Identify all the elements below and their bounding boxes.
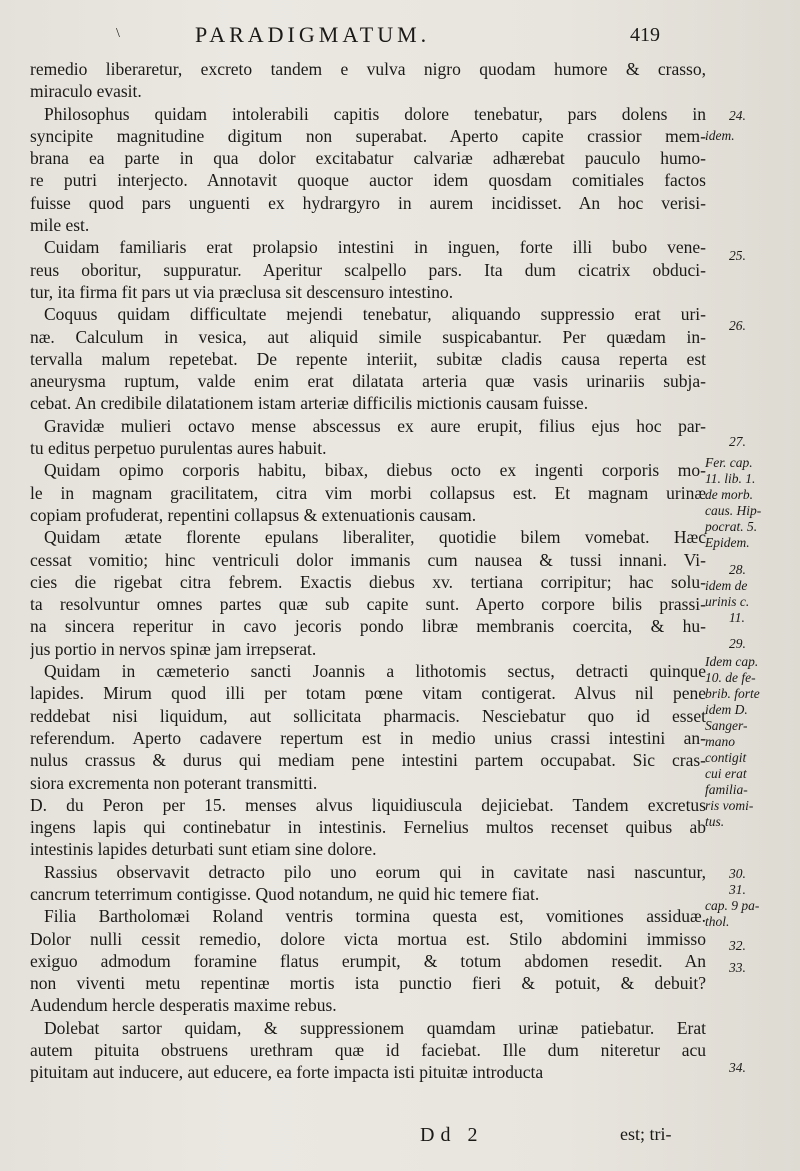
text-line: ta resolvuntur omnes partes quæ sub capite sunt. Aperto corpore bilis prassi- xyxy=(30,594,706,615)
text-line: tu editus perpetuo purulentas aures habuit. xyxy=(30,438,327,459)
text-line: mile est. xyxy=(30,215,90,236)
text-line: referendum. Aperto cadavere repertum est in medio unius crassi intestini an- xyxy=(30,727,706,748)
margin-note: de morb. xyxy=(705,487,753,502)
text-line: siora excrementa non poterant transmitti. xyxy=(30,772,318,793)
margin-note: 27. xyxy=(729,434,746,449)
text-line: autem pituita obstruens urethram quæ id faciebat. Ille dum niteretur acu xyxy=(30,1040,706,1061)
text-line: lapides. Mirum quod illi per totam pœne vitam contigerat. Alvus nil pene xyxy=(30,683,706,704)
text-line: Philosophus quidam intolerabili capitis dolore tenebatur, pars dolens in xyxy=(44,103,706,124)
margin-note: 11. xyxy=(729,610,745,625)
paragraph xyxy=(30,1017,706,1084)
margin-note: idem de xyxy=(705,578,748,593)
text-line: exiguo admodum foramine flatus erumpit, & totum abdomen resedit. An xyxy=(30,950,706,971)
margin-note: 29. xyxy=(729,636,746,651)
text-line: Audendum hercle desperatis maxime rebus. xyxy=(30,995,337,1016)
catchword: est; tri- xyxy=(620,1124,672,1144)
paragraph xyxy=(30,526,706,660)
text-line: nulus crassus & durus qui mediam pene intestini partem occupabat. Sic cras- xyxy=(30,750,706,771)
margin-note: 30. xyxy=(729,866,746,881)
margin-note: contigit xyxy=(705,750,747,765)
text-line: Quidam ætate florente epulans liberaliter, quotidie bilem vomebat. Hæc xyxy=(44,527,706,548)
paragraph xyxy=(30,660,706,794)
text-line: cies die rigebat citra febrem. Exactis diebus xv. tertiana corripitur; hac solu- xyxy=(30,571,706,592)
text-line: Gravidæ mulieri octavo mense abscessus ex aure erupit, filius ejus hoc par- xyxy=(44,415,706,436)
text-line: tur, ita firma fit pars ut via præclusa sit descensuro intestino. xyxy=(30,281,454,302)
margin-note: familia- xyxy=(705,782,748,797)
text-line: Rassius observavit detracto pilo uno eorum qui in cavitate nasi nascuntur, xyxy=(44,861,706,882)
paragraph xyxy=(30,861,706,906)
paragraph xyxy=(30,236,706,303)
text-line: reddebat nisi liquidum, aut sollicitata pharmacis. Nesciebatur quo id esset xyxy=(30,705,706,726)
text-line: jus portio in nervos spinæ jam irrepserat. xyxy=(30,638,317,659)
text-line: cessat vomitio; hinc ventriculi dolor immanis cum nausea & tussi innani. Vi- xyxy=(30,549,706,570)
text-line: D. du Peron per 15. menses alvus liquidiuscula dejiciebat. Tandem excretus xyxy=(30,794,706,815)
text-line: syncipite magnitudine digitum non superabat. Aperto capite crassior mem- xyxy=(30,125,706,146)
margin-note: 32. xyxy=(729,938,746,953)
text-line: Quidam opimo corporis habitu, bibax, diebus octo ex ingenti corporis mo- xyxy=(44,460,706,481)
text-line: na sincera reperitur in cavo jecoris pondo libræ membranis coercita, & hu- xyxy=(30,616,706,637)
margin-note: Sanger- xyxy=(705,718,748,733)
margin-note: 25. xyxy=(729,248,746,263)
margin-note: tus. xyxy=(705,814,725,829)
text-line: Dolebat sartor quidam, & suppressionem quamdam urinæ patiebatur. Erat xyxy=(44,1017,706,1038)
text-line: Filia Bartholomæi Roland ventris tormina questa est, vomitiones assiduæ. xyxy=(44,906,706,927)
text-line: Coquus quidam difficultate mejendi tenebatur, aliquando suppressio erat uri- xyxy=(44,304,706,325)
text-line: cancrum teterrimum contigisse. Quod notandum, ne quid hic temere fiat. xyxy=(30,883,540,904)
text-line: copiam profuderat, repentini collapsus & extenuationis causam. xyxy=(30,504,477,525)
text-line: tervalla malum repetebat. De repente interiit, subitæ cladis causa reperta est xyxy=(30,348,706,369)
text-line: re putri interjecto. Annotavit quoque auctor idem quosdam comitiales factos xyxy=(30,170,706,191)
margin-note: thol. xyxy=(705,914,730,929)
text-line: Dolor nulli cessit remedio, dolore victa mortua est. Stilo abdomini immisso xyxy=(30,928,706,949)
text-line: aneurysma ruptum, valde enim erat dilatata arteria quæ vasis urinariis subja- xyxy=(30,371,706,392)
margin-note: brib. forte xyxy=(705,686,760,701)
margin-note: idem D. xyxy=(705,702,748,717)
margin-note: 10. de fe- xyxy=(705,670,756,685)
signature-mark: Dd 2 xyxy=(420,1124,484,1146)
margin-note: cui erat xyxy=(705,766,747,781)
paragraph xyxy=(30,415,706,460)
margin-note: 31. xyxy=(729,882,746,897)
margin-note: Idem cap. xyxy=(705,654,759,669)
margin-note: caus. Hip- xyxy=(705,503,762,518)
text-line: miraculo evasit. xyxy=(30,81,142,102)
text-line: ingens lapis qui continebatur in intestinis. Fernelius multos recenset quibus ab xyxy=(30,817,706,838)
margin-note: urinis c. xyxy=(705,594,750,609)
paragraph xyxy=(30,58,706,103)
margin-note: 26. xyxy=(729,318,746,333)
text-line: intestinis lapides deturbati sunt etiam sine dolore. xyxy=(30,839,377,860)
paragraph xyxy=(30,103,706,237)
margin-note: 24. xyxy=(729,108,746,123)
text-line: fuisse quod pars unguenti ex hydrargyro in aurem incidisset. An hoc verisi- xyxy=(30,192,706,213)
paragraph xyxy=(30,794,706,861)
margin-note: idem. xyxy=(705,128,735,143)
running-title: PARADIGMATUM. xyxy=(195,22,431,47)
text-line: Quidam in cæmeterio sancti Joannis a lithotomis sectus, detracti quinque xyxy=(44,661,706,682)
margin-note: 33. xyxy=(729,960,746,975)
header-tick-mark: \ xyxy=(116,26,120,41)
text-line: reus oboritur, suppuratur. Aperitur scalpello pars. Ita dum cicatrix obduci- xyxy=(30,259,706,280)
text-line: Cuidam familiaris erat prolapsio intestini in inguen, forte illi bubo vene- xyxy=(44,237,706,258)
text-line: pituitam aut inducere, aut educere, ea forte impacta isti pituitæ introducta xyxy=(30,1062,544,1083)
margin-note: cap. 9 pa- xyxy=(705,898,760,913)
margin-note: Fer. cap. xyxy=(705,455,753,470)
margin-note: ris vomi- xyxy=(705,798,754,813)
margin-note: pocrat. 5. xyxy=(705,519,758,534)
paragraph xyxy=(30,459,706,526)
margin-note: 34. xyxy=(729,1060,746,1075)
text-line: næ. Calculum in vesica, aut aliquid simile suspicabantur. Per quædam in- xyxy=(30,326,706,347)
text-line: non viventi metu repentinæ mortis ista punctio fieri & potuit, & debuit? xyxy=(30,973,706,994)
margin-note: 28. xyxy=(729,562,746,577)
text-line: brana ea parte in qua dolor excitabatur calvariæ adhærebat pauculo humo- xyxy=(30,148,706,169)
page-header xyxy=(0,22,800,52)
paragraph xyxy=(30,905,706,1016)
text-line: le in magnam gracilitatem, citra vim morbi collapsus est. Et magnam urinæ xyxy=(30,482,706,503)
text-line: remedio liberaretur, excreto tandem e vulva nigro quodam humore & crasso, xyxy=(30,59,706,79)
margin-note: Epidem. xyxy=(705,535,750,550)
text-line: cebat. An credibile dilatationem istam arteriæ difficilis mictionis causam fuisse. xyxy=(30,393,589,414)
paragraph xyxy=(30,303,706,414)
margin-note: mano xyxy=(705,734,735,749)
page-number: 419 xyxy=(630,24,660,46)
margin-note: 11. lib. 1. xyxy=(705,471,756,486)
main-text xyxy=(30,58,706,1084)
